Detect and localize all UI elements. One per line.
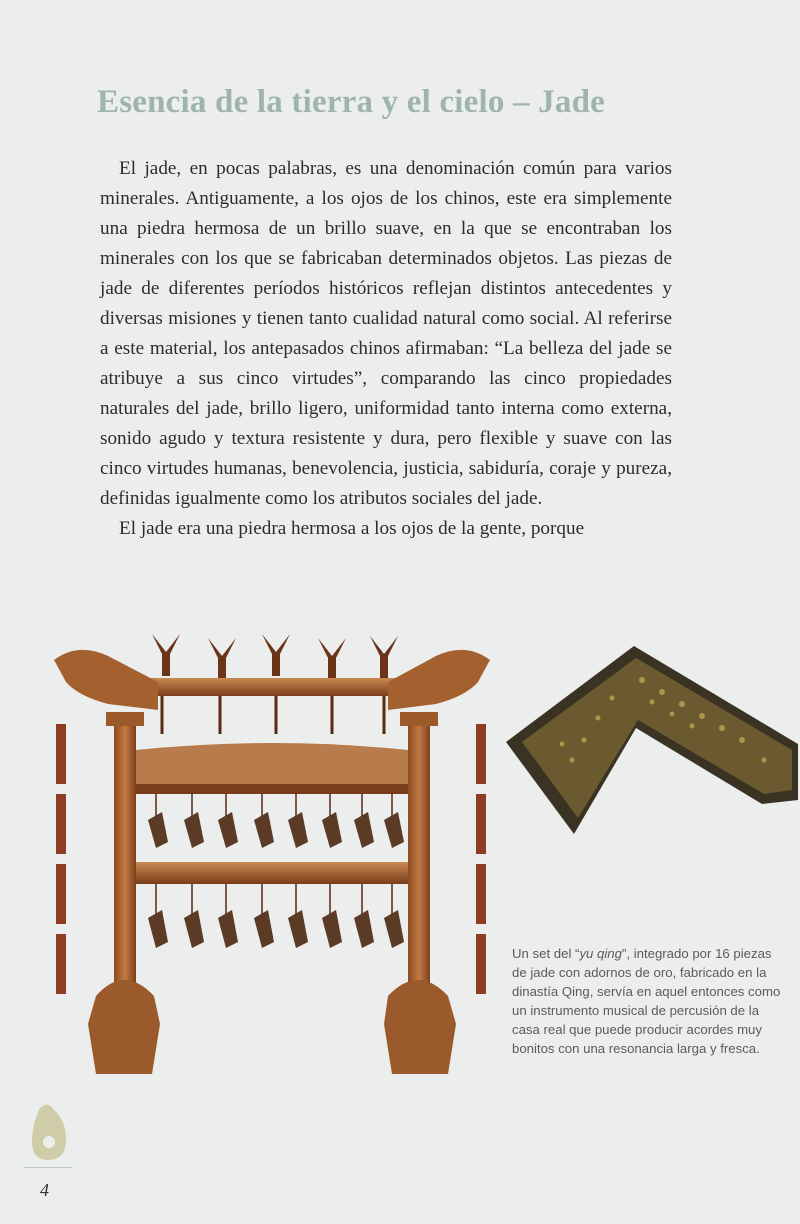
jade-chime-piece-image [502,640,800,840]
caption-text-start: Un set del “ [512,946,580,961]
image-caption [512,944,782,1058]
page-title: Esencia de la tierra y el cielo – Jade [97,84,605,120]
paragraph-1: El jade, en pocas palabras, es una denominación común para varios minerales. Antiguamente, a los ojos de los chinos, este era simplemente una piedra hermosa de un brillo suave, en la que se encontraban los minerales con los que se fabricaban determinados objetos. Las piezas de jade de diferentes períodos históricos reflejan distintos antecedentes y diversas misiones y tienen tanto cualidad natural como social. Al referirse a este material, los antepasados chinos afirmaban: “La belleza del jade se atribuye a sus cinco virtudes”, comparando las cinco propiedades naturales del jade, brillo ligero, uniformidad tanto interna como externa, sonido agudo y textura resistente y dura, pero flexible y suave con las cinco virtudes humanas, benevolencia, justicia, sabiduría, coraje y pureza, definidas igualmente como los atributos sociales del jade. [100,158,672,509]
caption-term: yu qing [579,946,622,961]
page-number: 4 [40,1180,49,1200]
caption-text-end: ”, integrado por 16 piezas de jade con adornos de oro, fabricado en la dinastía Qing, servía en aquel entonces como un instrumento musical de percusión de la casa real que puede producir acordes muy bonitos con una resonancia larga y fresca. [512,946,781,1056]
body-text [100,154,672,544]
paragraph-2: El jade era una piedra hermosa a los ojos de la gente, porque [119,518,585,539]
yu-qing-chime-image [48,624,496,1084]
footer-rule [24,1167,72,1168]
jade-pendant-icon [26,1100,72,1164]
